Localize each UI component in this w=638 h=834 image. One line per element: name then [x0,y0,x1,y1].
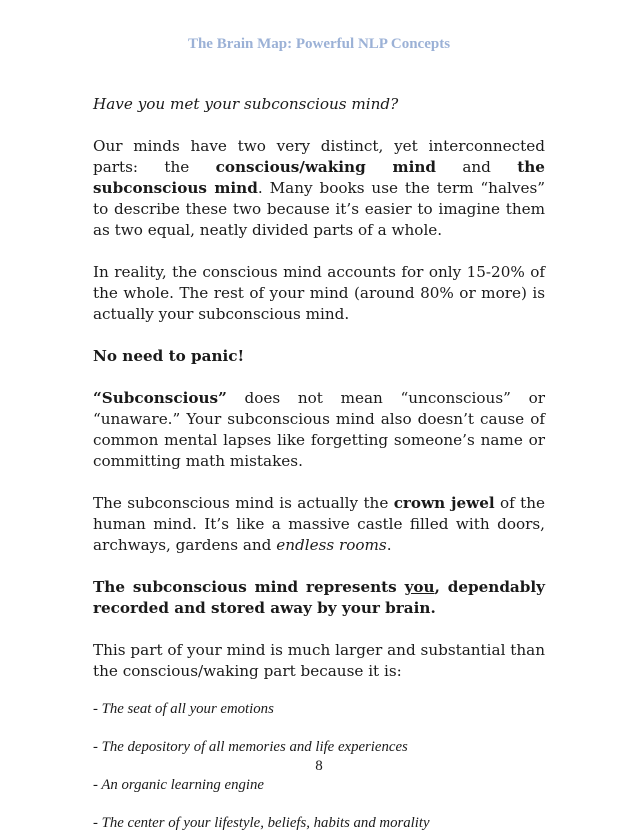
text-run: The subconscious mind represents [93,578,405,596]
text-run: of the human mind. It’s like a massive castle filled with doors, archways, gardens and [93,494,545,554]
paragraph-reality: In reality, the conscious mind accounts for only 15-20% of the whole. The rest of your mind (around 80% or more) is actually your subconscious mind. [93,263,545,323]
text-run: and [436,158,518,176]
list-item: - The depository of all memories and life experiences [93,739,408,755]
text-run: The subconscious mind is actually the [93,494,394,512]
paragraph-subconscious-meaning [93,388,545,472]
intro-question: Have you met your subconscious mind? [93,95,399,113]
page-content [93,94,545,834]
page-number: 8 [315,758,323,774]
text-run: Our minds have two very distinct, yet interconnected parts: the [93,137,545,176]
paragraph-two-parts [93,136,545,241]
bold-subconscious-mind: the subconscious mind [93,158,545,197]
running-header: The Brain Map: Powerful NLP Concepts [187,36,451,52]
list-item: - An organic learning engine [93,777,264,793]
list-item: - The center of your lifestyle, beliefs, habits and morality [93,815,430,831]
text-run: , dependably recorded and stored away by your brain. [93,578,545,617]
italic-endless-rooms: endless rooms [276,536,387,554]
text-run: . [386,536,392,554]
bold-crown-jewel: crown jewel [393,494,495,512]
paragraph-represents-you [93,577,545,619]
paragraph-larger-part: This part of your mind is much larger and substantial than the conscious/waking part because it is: [93,641,545,680]
text-run: does not mean “unconscious” or “unaware.” Your subconscious mind also doesn’t cause of common mental lapses like forgetting someone’s name or committing math mistakes. [93,389,545,470]
heading-no-panic: No need to panic! [93,347,245,365]
underlined-you: you [404,578,435,596]
bold-subconscious-term: “Subconscious” [93,389,227,407]
text-run: . Many books use the term “halves” to describe these two because it’s easier to imagine them as two equal, neatly divided parts of a whole. [93,179,545,239]
list-item: - The seat of all your emotions [93,701,274,717]
bold-conscious-mind: conscious/waking mind [215,158,437,176]
paragraph-crown-jewel [93,493,545,556]
